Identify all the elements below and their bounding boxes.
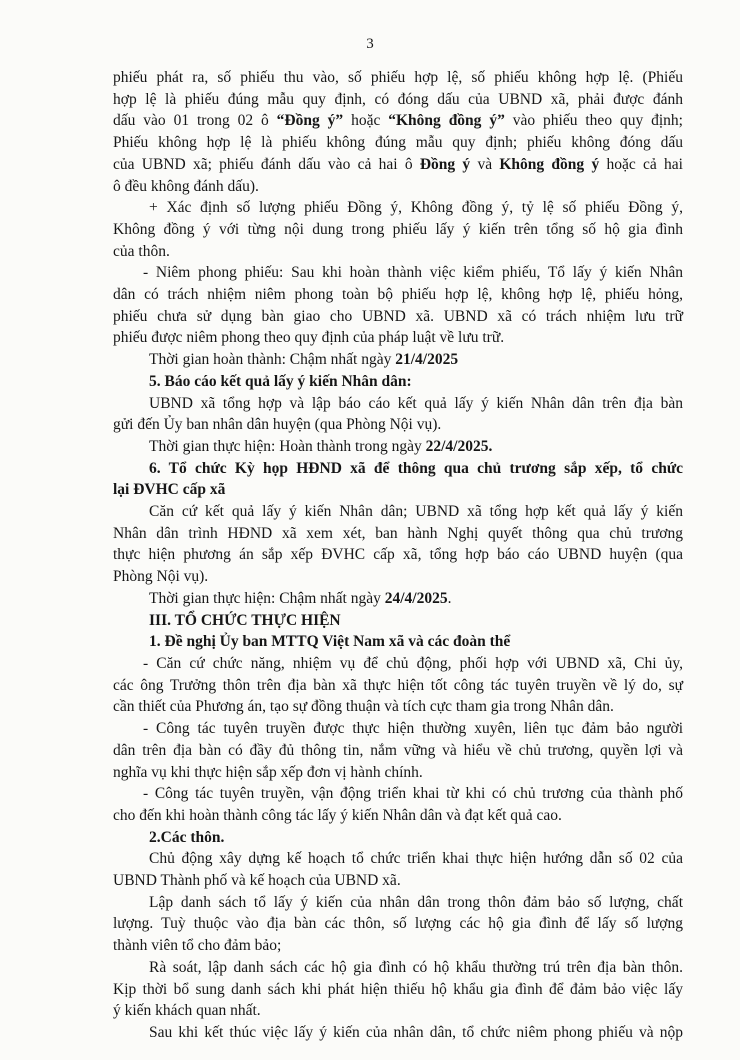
text-line xyxy=(113,675,683,697)
text-run: thực hiện phương án sắp xếp ĐVHC cấp xã, tổng hợp báo cáo UBND huyện (qua xyxy=(113,546,683,564)
text-run: vào phiếu theo quy định; xyxy=(504,112,683,130)
text-line xyxy=(113,393,683,415)
text-run: và xyxy=(470,155,500,173)
text-line xyxy=(113,284,683,306)
text-line xyxy=(113,805,683,827)
text-run: - Niêm phong phiếu: Sau khi hoàn thành việc kiểm phiếu, Tổ lấy ý kiến Nhân xyxy=(143,264,683,282)
text-line xyxy=(113,1000,683,1022)
text-run: Phòng Nội vụ). xyxy=(113,568,209,586)
text-line xyxy=(113,110,683,132)
text-run: của UBND xã; phiếu đánh dấu vào cả hai ô xyxy=(113,155,420,173)
text-line xyxy=(113,132,683,154)
text-line xyxy=(113,718,683,740)
text-line xyxy=(113,436,683,458)
bold-text: 6. Tổ chức Kỳ họp HĐND xã để thông qua chủ trương sắp xếp, tổ chức xyxy=(149,459,683,477)
bold-text: III. TỔ CHỨC THỰC HIỆN xyxy=(149,611,341,629)
text-run: cần thiết của Phương án, tạo sự đồng thuận và tích cực tham gia trong Nhân dân. xyxy=(113,698,614,716)
text-run: - Công tác tuyên truyền, vận động triển khai từ khi có chủ trương của thành phố xyxy=(143,785,683,803)
text-line xyxy=(113,762,683,784)
text-run: Nhân dân trình HĐND xã xem xét, ban hành Nghị quyết thông qua chủ trương xyxy=(113,524,683,542)
text-run: gửi đến Ủy ban nhân dân huyện (qua Phòng Nội vụ). xyxy=(113,416,442,434)
text-line xyxy=(113,653,683,675)
bold-text: Không đồng ý xyxy=(499,155,600,173)
text-line xyxy=(113,349,683,371)
text-run: Thời gian thực hiện: Chậm nhất ngày xyxy=(149,589,385,607)
text-line xyxy=(113,501,683,523)
text-run: nghĩa vụ khi thực hiện sắp xếp đơn vị hành chính. xyxy=(113,763,423,781)
text-line xyxy=(113,588,683,610)
text-line xyxy=(113,631,683,653)
text-run: lượng. Tuỳ thuộc vào địa bàn các thôn, số lượng các hộ gia đình để lấy số lượng xyxy=(113,915,683,933)
text-line xyxy=(113,1022,683,1044)
text-run: Thời gian hoàn thành: Chậm nhất ngày xyxy=(149,351,396,369)
text-run: Rà soát, lập danh sách các hộ gia đình có hộ khẩu thường trú trên địa bàn thôn. xyxy=(149,958,683,976)
text-line xyxy=(113,479,683,501)
text-line xyxy=(113,935,683,957)
text-run: - Công tác tuyên truyền được thực hiện thường xuyên, liên tục đảm bảo người xyxy=(143,720,683,738)
text-line xyxy=(113,458,683,480)
bold-text: 24/4/2025 xyxy=(384,589,448,607)
text-run: phiếu chưa sử dụng bàn giao cho UBND xã. UBND xã có trách nhiệm lưu trữ xyxy=(113,307,683,325)
text-line xyxy=(113,67,683,89)
text-run: dân trên địa bàn có đầy đủ thông tin, nắm vững và hiểu về chủ trương, quyền lợi và xyxy=(113,741,683,759)
bold-text: 5. Báo cáo kết quả lấy ý kiến Nhân dân: xyxy=(149,372,412,390)
text-run: Không đồng ý với từng nội dung trong phiếu lấy ý kiến trên tổng số hộ gia đình xyxy=(113,220,683,238)
text-line xyxy=(113,957,683,979)
text-run: UBND Thành phố và kế hoạch của UBND xã. xyxy=(113,872,401,890)
text-run: ô đều không đánh dấu). xyxy=(113,177,259,195)
text-line xyxy=(113,414,683,436)
text-line xyxy=(113,154,683,176)
bold-text: 1. Đề nghị Ủy ban MTTQ Việt Nam xã và các đoàn thể xyxy=(149,633,511,651)
bold-text: 2.Các thôn. xyxy=(149,828,225,846)
text-line xyxy=(113,219,683,241)
text-run: cho đến khi hoàn thành công tác lấy ý kiến Nhân dân và đạt kết quả cao. xyxy=(113,806,562,824)
text-line xyxy=(113,892,683,914)
bold-text: Đồng ý xyxy=(419,155,471,173)
text-line xyxy=(113,827,683,849)
text-run: dấu vào 01 trong 02 ô xyxy=(113,112,277,130)
text-run: Thời gian thực hiện: Hoàn thành trong ngày xyxy=(149,437,426,455)
text-line xyxy=(113,371,683,393)
text-run: thành viên tổ cho đảm bảo; xyxy=(113,937,282,955)
text-line xyxy=(113,696,683,718)
text-run: Sau khi kết thúc việc lấy ý kiến của nhân dân, tổ chức niêm phong phiếu và nộp xyxy=(149,1023,683,1041)
text-run: hoặc cả hai xyxy=(599,155,683,173)
page-number: 3 xyxy=(366,36,374,52)
text-run: Kịp thời bổ sung danh sách khi phát hiện thiếu hộ khẩu gia đình để đảm bảo việc lấy xyxy=(113,980,683,998)
text-run: dân có trách nhiệm niêm phong toàn bộ phiếu hợp lệ, không hợp lệ, phiếu hỏng, xyxy=(113,286,683,304)
text-run: của thôn. xyxy=(113,242,170,260)
text-line xyxy=(113,523,683,545)
text-line xyxy=(113,197,683,219)
text-line xyxy=(113,979,683,1001)
text-run: Lập danh sách tổ lấy ý kiến của nhân dân trong thôn đảm bảo số lượng, chất xyxy=(149,893,683,911)
text-run: + Xác định số lượng phiếu Đồng ý, Không đồng ý, tỷ lệ số phiếu Đồng ý, xyxy=(149,199,683,217)
text-line xyxy=(113,610,683,632)
bold-text: 21/4/2025 xyxy=(395,351,459,369)
text-run: UBND xã tổng hợp và lập báo cáo kết quả lấy ý kiến Nhân dân trên địa bàn xyxy=(149,394,683,412)
text-run: ý kiến khách quan nhất. xyxy=(113,1002,261,1020)
text-line xyxy=(113,566,683,588)
text-run: hoặc xyxy=(343,112,389,130)
text-line xyxy=(113,327,683,349)
text-line xyxy=(113,848,683,870)
text-run: Căn cứ kết quả lấy ý kiến Nhân dân; UBND xã tổng hợp kết quả lấy ý kiến xyxy=(149,503,683,521)
document-body xyxy=(113,67,683,1044)
text-run: Chủ động xây dựng kế hoạch tổ chức triển khai thực hiện hướng dẫn số 02 của xyxy=(149,850,683,868)
text-run: các ông Trưởng thôn trên địa bàn xã thực hiện tốt công tác tuyên truyền về lý do, sự xyxy=(113,676,683,694)
text-line xyxy=(113,544,683,566)
bold-text: “Không đồng ý” xyxy=(388,112,505,130)
text-run: - Căn cứ chức năng, nhiệm vụ để chủ động, phối hợp với UBND xã, Chi ủy, xyxy=(143,654,683,672)
text-line xyxy=(113,913,683,935)
bold-text: “Đồng ý” xyxy=(276,112,344,130)
text-line xyxy=(113,740,683,762)
text-line xyxy=(113,306,683,328)
text-run: hợp lệ là phiếu đúng mẫu quy định, có đóng dấu của UBND xã, phải được đánh xyxy=(113,90,683,108)
text-run: phiếu được niêm phong theo quy định của pháp luật về lưu trữ. xyxy=(113,329,505,347)
text-run: . xyxy=(447,589,452,607)
text-line xyxy=(113,89,683,111)
text-line xyxy=(113,783,683,805)
text-line xyxy=(113,870,683,892)
bold-text: 22/4/2025. xyxy=(425,437,493,455)
text-line xyxy=(113,262,683,284)
bold-text: lại ĐVHC cấp xã xyxy=(113,481,226,499)
text-line xyxy=(113,241,683,263)
text-run: Phiếu không hợp lệ là phiếu không đúng mẫu quy định; phiếu không đóng dấu xyxy=(113,134,683,152)
text-line xyxy=(113,176,683,198)
text-run: phiếu phát ra, số phiếu thu vào, số phiếu hợp lệ, số phiếu không hợp lệ. (Phiếu xyxy=(113,69,683,86)
